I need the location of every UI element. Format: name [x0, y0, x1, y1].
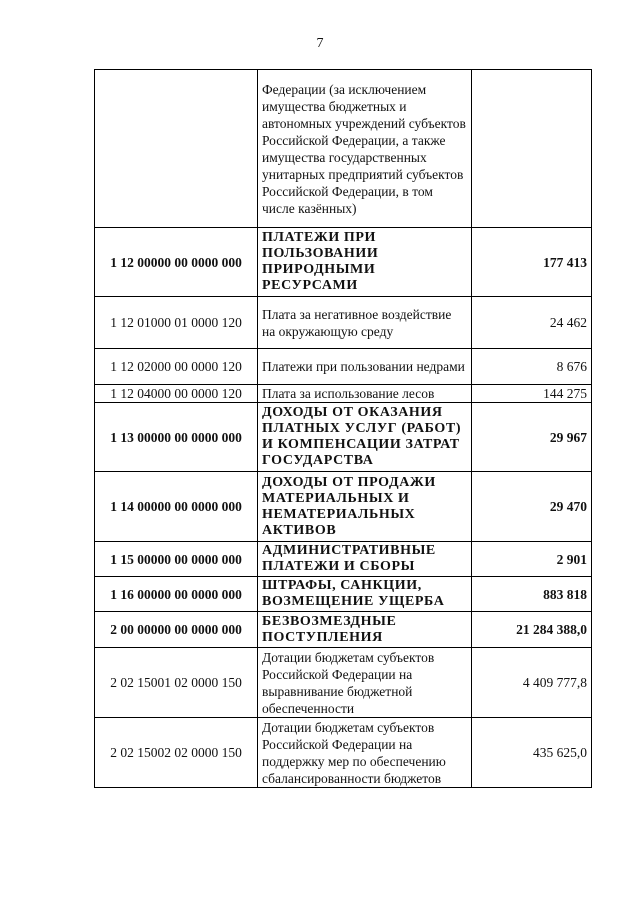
row-name: Дотации бюджетам субъектов Российской Федерации на поддержку мер по обеспечению сбалансированности бюджетов: [258, 718, 472, 788]
row-amount: 21 284 388,0: [472, 612, 592, 648]
row-code: 1 14 00000 00 0000 000: [95, 472, 258, 542]
row-name: Федерации (за исключением имущества бюджетных и автономных учреждений субъектов Российской Федерации, а также имущества государственных унитарных предприятий субъектов Российской Федерации, в том числе казённых): [258, 70, 472, 228]
row-code: 1 12 04000 00 0000 120: [95, 385, 258, 403]
table-row: [95, 297, 592, 349]
row-name: Плата за использование лесов: [258, 385, 472, 403]
table-row: [95, 577, 592, 612]
table-row: [95, 349, 592, 385]
row-code: 1 12 00000 00 0000 000: [95, 228, 258, 297]
table-row: [95, 228, 592, 297]
row-amount: 29 470: [472, 472, 592, 542]
row-amount: 144 275: [472, 385, 592, 403]
row-name: ПЛАТЕЖИ ПРИ ПОЛЬЗОВАНИИ ПРИРОДНЫМИ РЕСУРСАМИ: [258, 228, 472, 297]
row-code: 1 13 00000 00 0000 000: [95, 403, 258, 472]
row-amount: [472, 70, 592, 228]
page-number: 7: [316, 36, 324, 51]
row-code: 1 12 02000 00 0000 120: [95, 349, 258, 385]
table-row: [95, 472, 592, 542]
row-name: ДОХОДЫ ОТ ПРОДАЖИ МАТЕРИАЛЬНЫХ И НЕМАТЕРИАЛЬНЫХ АКТИВОВ: [258, 472, 472, 542]
row-code: [95, 70, 258, 228]
table-row: [95, 612, 592, 648]
row-name: Плата за негативное воздействие на окружающую среду: [258, 297, 472, 349]
row-code: 1 16 00000 00 0000 000: [95, 577, 258, 612]
row-amount: 29 967: [472, 403, 592, 472]
revenue-table: [94, 69, 592, 788]
table-row: [95, 385, 592, 403]
table-row: [95, 648, 592, 718]
row-code: 1 15 00000 00 0000 000: [95, 542, 258, 577]
row-amount: 24 462: [472, 297, 592, 349]
row-amount: 2 901: [472, 542, 592, 577]
table-row: [95, 403, 592, 472]
table-row: [95, 70, 592, 228]
row-code: 1 12 01000 01 0000 120: [95, 297, 258, 349]
row-name: Дотации бюджетам субъектов Российской Федерации на выравнивание бюджетной обеспеченности: [258, 648, 472, 718]
row-amount: 883 818: [472, 577, 592, 612]
row-amount: 435 625,0: [472, 718, 592, 788]
row-code: 2 02 15001 02 0000 150: [95, 648, 258, 718]
row-amount: 8 676: [472, 349, 592, 385]
row-code: 2 02 15002 02 0000 150: [95, 718, 258, 788]
row-amount: 177 413: [472, 228, 592, 297]
table-row: [95, 542, 592, 577]
row-name: ДОХОДЫ ОТ ОКАЗАНИЯ ПЛАТНЫХ УСЛУГ (РАБОТ) И КОМПЕНСАЦИИ ЗАТРАТ ГОСУДАРСТВА: [258, 403, 472, 472]
row-amount: 4 409 777,8: [472, 648, 592, 718]
row-name: Платежи при пользовании недрами: [258, 349, 472, 385]
row-name: АДМИНИСТРАТИВНЫЕ ПЛАТЕЖИ И СБОРЫ: [258, 542, 472, 577]
table-row: [95, 718, 592, 788]
row-name: ШТРАФЫ, САНКЦИИ, ВОЗМЕЩЕНИЕ УЩЕРБА: [258, 577, 472, 612]
row-code: 2 00 00000 00 0000 000: [95, 612, 258, 648]
row-name: БЕЗВОЗМЕЗДНЫЕ ПОСТУПЛЕНИЯ: [258, 612, 472, 648]
